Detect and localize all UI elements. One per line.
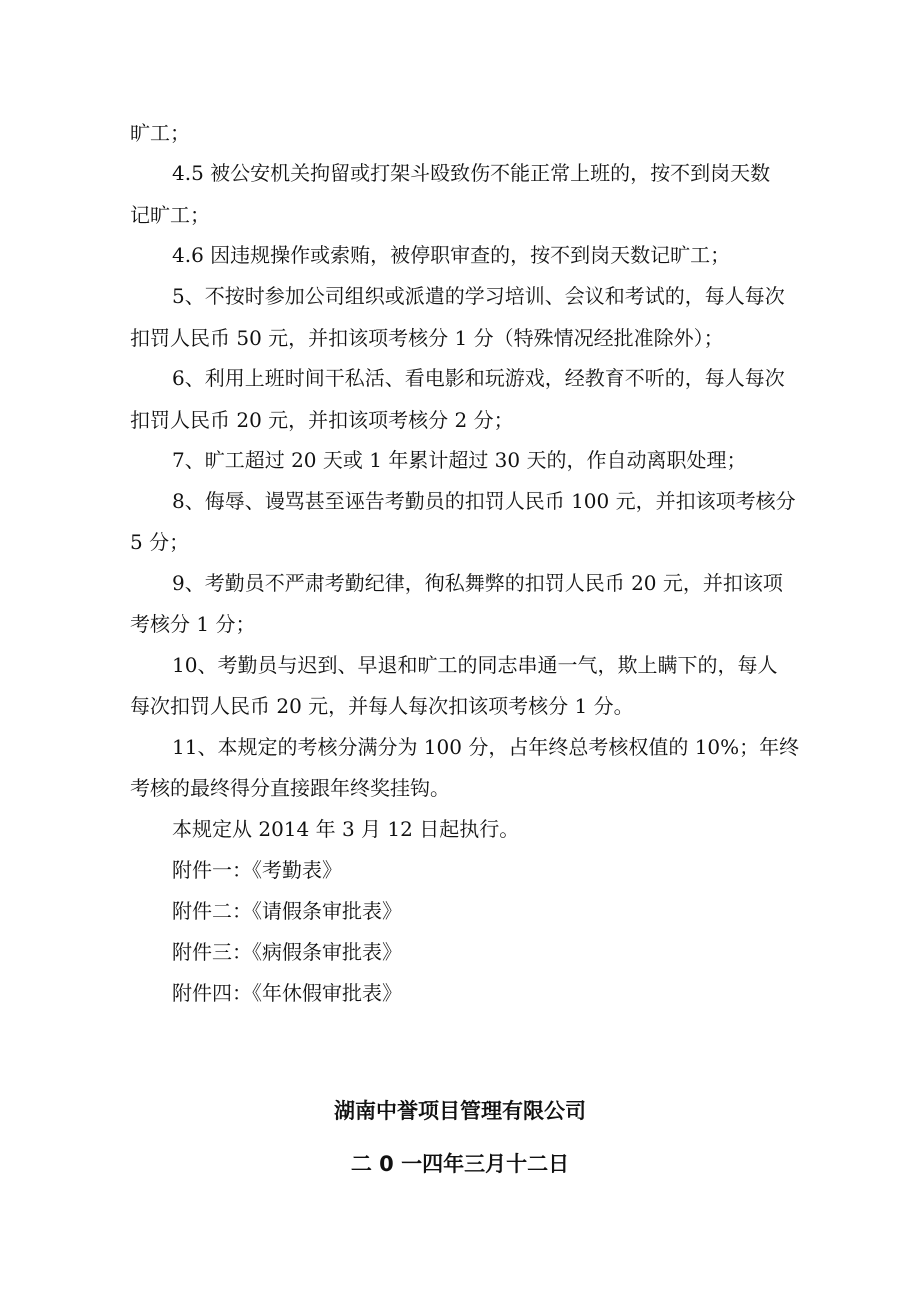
paragraph-line: 4.5 被公安机关拘留或打架斗殴致伤不能正常上班的，按不到岗天数 (172, 161, 771, 185)
paragraph-line: 记旷工； (130, 203, 210, 227)
attachment-item: 附件三：《病假条审批表》 (172, 940, 402, 964)
paragraph-line: 8、侮辱、谩骂甚至诬告考勤员的扣罚人民币 100 元，并扣该项考核分 (172, 489, 796, 513)
paragraph-line: 11、本规定的考核分满分为 100 分，占年终总考核权值的 10%；年终 (172, 735, 800, 759)
paragraph-line: 7、旷工超过 20 天或 1 年累计超过 30 天的，作自动离职处理； (172, 448, 747, 472)
paragraph-line: 本规定从 2014 年 3 月 12 日起执行。 (172, 817, 520, 841)
paragraph-line: 每次扣罚人民币 20 元，并每人每次扣该项考核分 1 分。 (130, 694, 634, 718)
paragraph-line: 5、不按时参加公司组织或派遣的学习培训、会议和考试的，每人每次 (172, 284, 785, 308)
paragraph-line: 考核分 1 分； (130, 612, 256, 636)
attachment-item: 附件二：《请假条审批表》 (172, 899, 402, 923)
paragraph-line: 考核的最终得分直接跟年终奖挂钩。 (130, 776, 450, 800)
paragraph-line: 旷工； (130, 121, 190, 145)
paragraph-line: 4.6 因违规操作或索贿，被停职审查的，按不到岗天数记旷工； (172, 243, 731, 267)
signature-date: 二 0 一四年三月十二日 (350, 1152, 570, 1176)
paragraph-line: 扣罚人民币 50 元，并扣该项考核分 1 分（特殊情况经批准除外）； (130, 326, 724, 350)
paragraph-line: 6、利用上班时间干私活、看电影和玩游戏，经教育不听的，每人每次 (172, 366, 785, 390)
attachment-item: 附件一：《考勤表》 (172, 858, 342, 882)
paragraph-line: 10、考勤员与迟到、早退和旷工的同志串通一气，欺上瞒下的，每人 (172, 653, 778, 677)
paragraph-line: 5 分； (130, 530, 190, 554)
company-name: 湖南中誉项目管理有限公司 (334, 1099, 586, 1123)
paragraph-line: 9、考勤员不严肃考勤纪律，徇私舞弊的扣罚人民币 20 元，并扣该项 (172, 571, 783, 595)
paragraph-line: 扣罚人民币 20 元，并扣该项考核分 2 分； (130, 408, 514, 432)
attachment-item: 附件四：《年休假审批表》 (172, 981, 402, 1005)
